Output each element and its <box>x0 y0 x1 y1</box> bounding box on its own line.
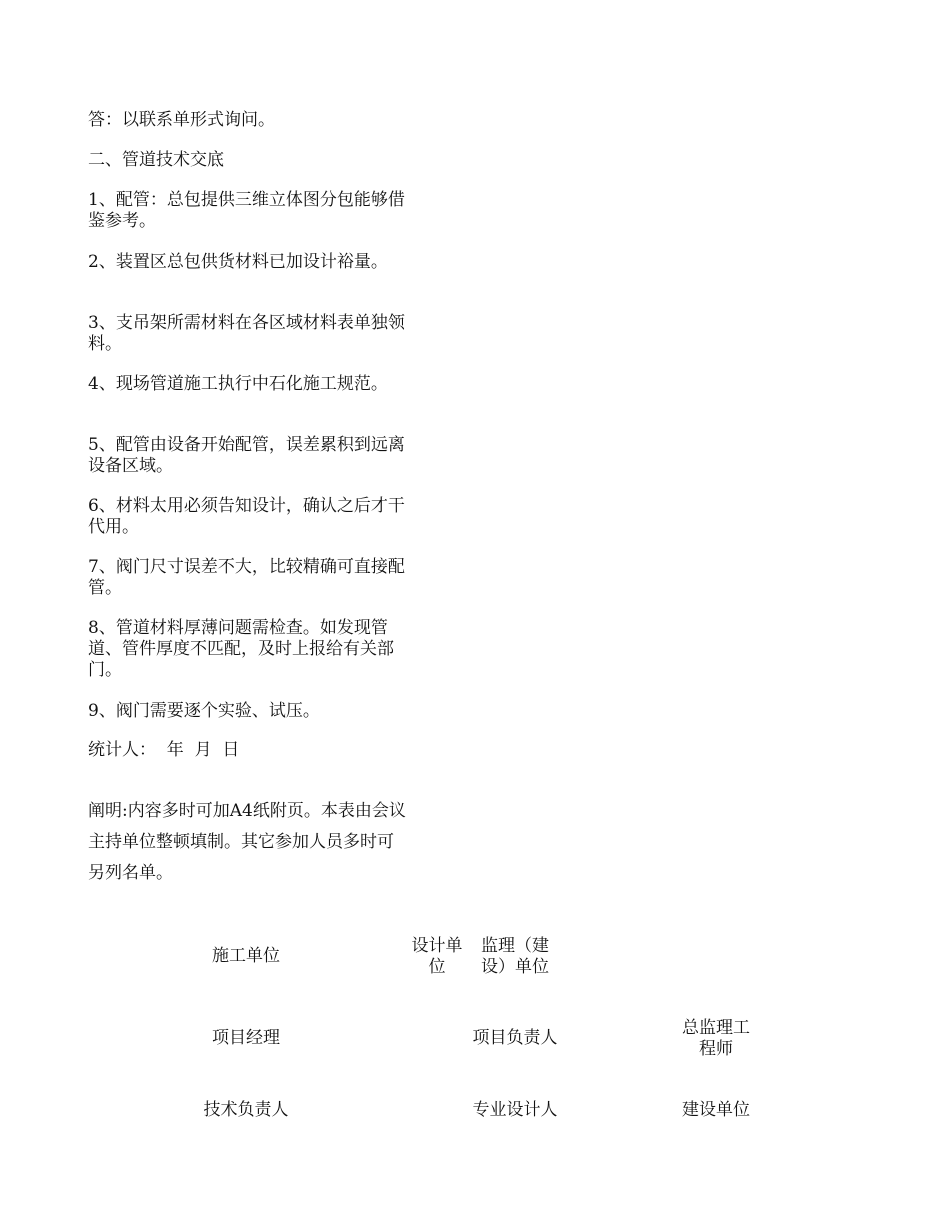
list-item: 2、装置区总包供货材料已加设计裕量。 <box>88 252 388 272</box>
list-item: 6、材料太用必须告知设计，确认之后才干代用。 <box>88 496 405 537</box>
list-item: 5、配管由设备开始配管，误差累积到远离设备区域。 <box>88 435 405 476</box>
project-leader-label: 项目负责人 <box>472 1028 558 1048</box>
note-text: 阐明:内容多时可加A4纸附页。本表由会议主持单位整顿填制。其它参加人员多时可另列名单。 <box>88 801 406 883</box>
chief-supervisor-label: 总监理工程师 <box>682 1018 750 1059</box>
project-manager-label: 项目经理 <box>212 1028 280 1048</box>
technical-leader-label: 技术负责人 <box>203 1100 289 1120</box>
list-item: 4、现场管道施工执行中石化施工规范。 <box>88 374 388 394</box>
list-item: 3、支吊架所需材料在各区域材料表单独领料。 <box>88 313 405 354</box>
supervision-unit-label: 监理（建设）单位 <box>481 936 549 977</box>
design-unit-label: 设计单位 <box>411 936 463 977</box>
list-item: 7、阀门尺寸误差不大，比较精确可直接配管。 <box>88 557 405 598</box>
list-item: 8、管道材料厚薄问题需检查。如发现管道、管件厚度不匹配，及时上报给有关部门。 <box>88 618 394 680</box>
list-item: 9、阀门需要逐个实验、试压。 <box>88 701 320 721</box>
answer-text: 答：以联系单形式询问。 <box>88 110 275 130</box>
list-item: 1、配管：总包提供三维立体图分包能够借鉴参考。 <box>88 190 405 231</box>
statistician-line: 统计人： 年 月 日 <box>88 740 240 760</box>
section-title: 二、管道技术交底 <box>88 150 224 170</box>
construction-unit-label: 施工单位 <box>212 946 280 966</box>
professional-designer-label: 专业设计人 <box>472 1100 558 1120</box>
owner-unit-label: 建设单位 <box>682 1100 750 1120</box>
